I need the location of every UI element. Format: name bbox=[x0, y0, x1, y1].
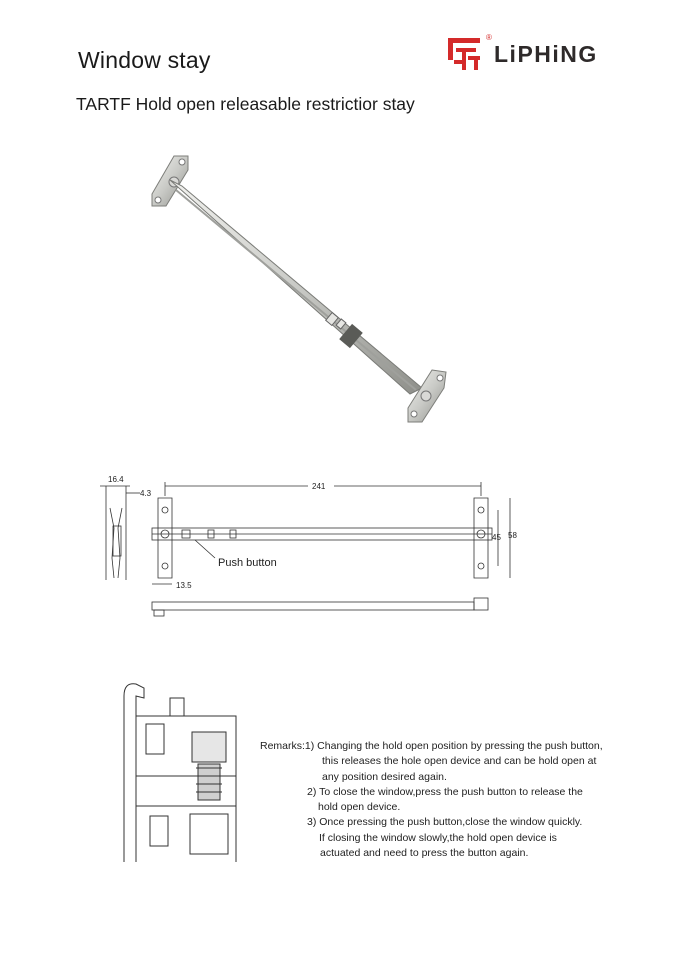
product-subtitle: TARTF Hold open releasable restrictior stay bbox=[76, 94, 415, 114]
dim-width-inner: 4.3 bbox=[140, 489, 152, 498]
dim-height-inner: 45 bbox=[492, 533, 501, 542]
technical-drawing bbox=[90, 468, 530, 628]
profile-cross-section bbox=[110, 676, 250, 862]
push-button-label: Push button bbox=[218, 557, 277, 569]
remarks-block bbox=[260, 739, 603, 861]
page-title: Window stay bbox=[78, 47, 211, 73]
remarks-line: any position desired again. bbox=[322, 770, 447, 783]
remarks-line: actuated and need to press the button again. bbox=[320, 847, 529, 860]
remarks-line: If closing the window slowly,the hold open device is bbox=[319, 831, 557, 844]
logo-mark-icon bbox=[448, 38, 480, 70]
remarks-line: Remarks:1) Changing the hold open position by pressing the push button, bbox=[260, 740, 603, 752]
stay-arm bbox=[170, 180, 422, 394]
remarks-line: 3) Once pressing the push button,close the window quickly. bbox=[307, 816, 583, 829]
dim-length: 241 bbox=[312, 482, 326, 491]
dim-width-outer: 16.4 bbox=[108, 475, 124, 484]
product-photo bbox=[130, 150, 460, 430]
dim-offset: 13.5 bbox=[176, 581, 192, 590]
registered-mark: ® bbox=[486, 33, 492, 42]
remarks-line: 2) To close the window,press the push button to release the bbox=[307, 785, 583, 798]
remarks-line: this releases the hole open device and can be hold open at bbox=[322, 755, 597, 768]
logo-text: LiPHiNG bbox=[494, 41, 598, 67]
remarks-line: hold open device. bbox=[318, 801, 401, 814]
dim-height-outer: 58 bbox=[508, 531, 517, 540]
